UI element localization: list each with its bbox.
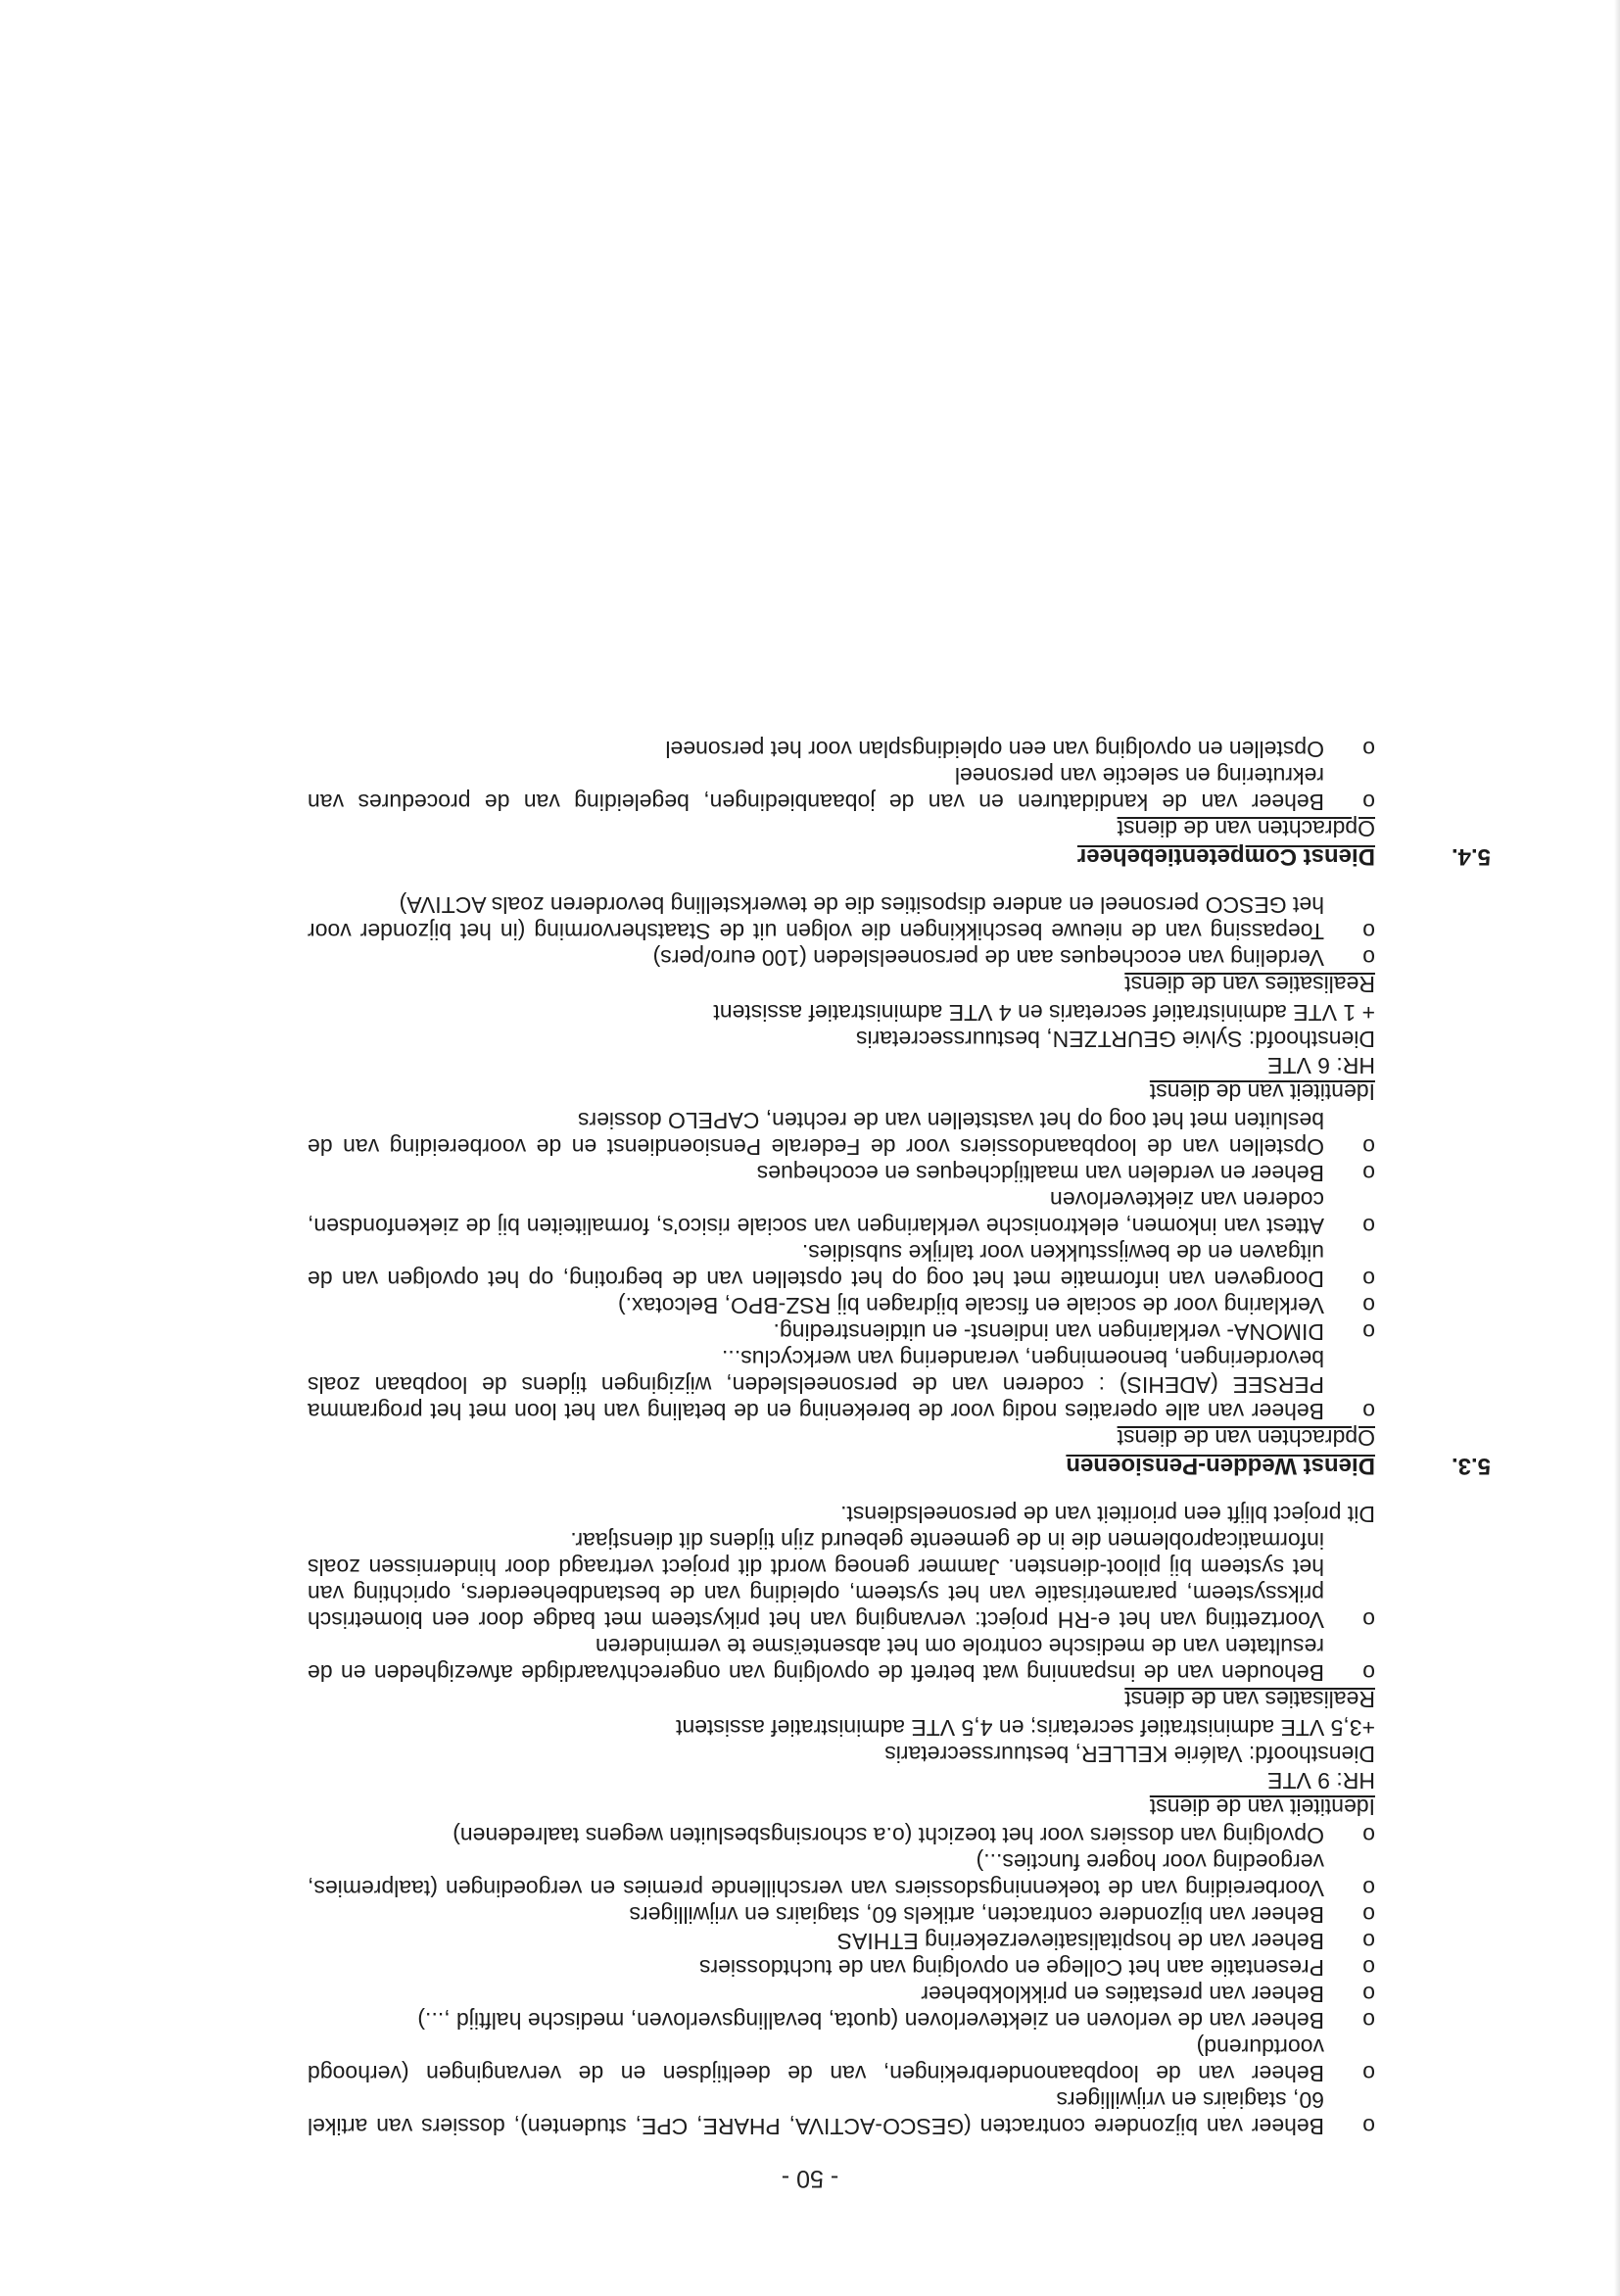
tasks-list (308, 1107, 1375, 1424)
list-item: o Opstellen en opvolging van een opleidingsplan voor het personeel (308, 736, 1375, 762)
list-item: o Beheer en verdelen van maaltijdcheques en ecocheques (308, 1160, 1375, 1186)
tasks-label: Opdrachten van de dienst (1117, 1425, 1375, 1451)
list-item: o Beheer van alle operaties nodig voor de berekening en de betaling van het loon met het programma PERSEE (ADEHIS) : coderen van de personeelsleden, wijzigingen tijdens de loopbaan zoals bevorderingen, benoemingen, verandering van werkcyclus... (308, 1345, 1375, 1424)
list-item: o Voortzetting van het e-RH project: vervanging van het prikysteem met badge door een biometrisch prikssysteem, parametrisatie van het systeem, opleiding van de bestandbeheerders, oprichting van het systeem bij piloot-diensten. Jammer genoeg wordt dit project vertraagd door hindernissen zoals informaticaproblemen die in de gemeente gebeurd zijn tijdens dit dienstjaar. (308, 1527, 1375, 1633)
list-item: o Voorbereiding van de toekenningsdossiers van verschillende premies en vergoedingen (taalpremies, vergoeding voor hogere functies...) (308, 1848, 1375, 1901)
list-item: o Verklaring voor de sociale en fiscale bijdragen bij RSZ-BPO, Belcotax.) (308, 1292, 1375, 1318)
section-title: Dienst Wedden-Pensioenen (1066, 1453, 1375, 1479)
list-item: o Presentatie aan het College en opvolging van de tuchtdossiers (308, 1954, 1375, 1981)
page-content (308, 736, 1491, 2139)
realisations-label: Realisaties van de dienst (1124, 972, 1375, 997)
list-item: o Beheer van prestaties en prikklokbeheer (308, 1981, 1375, 2007)
staff-line: + 1 VTE administratief secretaris en 4 VTE administratief assistent (713, 1000, 1375, 1026)
page-number: - 50 - (781, 2165, 839, 2192)
list-item: o Opvolging van dossiers voor het toezicht (o.a schorsingsbesluiten wegens taalredenen) (308, 1822, 1375, 1848)
list-item: o Beheer van bijzondere contracten, artikels 60, stagiairs en vrijwilligers (308, 1901, 1375, 1928)
realisations-label: Realisaties van de dienst (1124, 1687, 1375, 1712)
identity-label: Identiteit van de dienst (1149, 1079, 1375, 1105)
list-item: o Beheer van de verloven en ziekteverloven (quota, bevallingsverloven, medische halftijd ,...) (308, 2007, 1375, 2033)
list-item: o Beheer van bijzondere contracten (GESCO-ACTIVA, PHARE, CPE, studenten), dossiers van artikel 60, stagiairs en vrijwilligers (308, 2086, 1375, 2139)
list-item: o Doorgeven van informatie met het oog op het opstellen van de begroting, op het opvolgen van de uitgaven en de bewijsstukken voor talrijke subsidies. (308, 1239, 1375, 1292)
section-title: Dienst Competentiebeheer (1076, 843, 1375, 870)
section-heading-5-4 (308, 843, 1491, 870)
list-item: o Behouden van de inspanning wat betreft de opvolging van ongerechtvaardigde afwezigheden en de resultaten van de medische controle om het absenteïsme te verminderen (308, 1633, 1375, 1686)
tasks-label: Opdrachten van de dienst (1117, 816, 1375, 841)
list-item: o Beheer van de kandidaturen en van de jobaanbiedingen, begeleiding van de procedures van rekrutering en selectie van personeel (308, 762, 1375, 815)
scan-edge (1614, 0, 1620, 2296)
list-item: o Beheer van de loopbaanonderbrekingen, van de deeltijdsen en de vervangingen (verhoogd voortdurend) (308, 2033, 1375, 2086)
section-heading-5-3 (308, 1453, 1491, 1479)
list-item: o DIMONA- verklaringen van indienst- en uitdienstreding. (308, 1318, 1375, 1345)
tasks-list (308, 736, 1375, 815)
priority-note: Dit project blijft een prioriteit van de personeelsdienst. (840, 1502, 1375, 1527)
intro-list (308, 1822, 1375, 2139)
list-item: o Attest van inkomen, elektronische verklaringen van sociale risico's, formaliteiten bij de ziekenfondsen, coderen van ziekteverloven (308, 1186, 1375, 1239)
list-item: o Opstellen van de loopbaandossiers voor de Federale Pensioendienst en de voorbereiding van de besluiten met het oog op het vaststellen van de rechten, CAPELO dossiers (308, 1107, 1375, 1160)
section-number: 5.3. (1451, 1453, 1491, 1479)
department-head: Diensthoofd: Valérie KELLER, bestuurssecretaris (884, 1742, 1375, 1767)
section-number: 5.4. (1451, 843, 1491, 870)
list-item: o Verdeling van ecocheques aan de personeelsleden (100 euro/pers) (308, 944, 1375, 971)
staff-line: +3,5 VTE administratief secretaris; en 4,5 VTE administratief assistent (676, 1715, 1375, 1741)
list-item: o Beheer van de hospitalisatieverzekering ETHIAS (308, 1928, 1375, 1954)
realisations-list (308, 1527, 1375, 1686)
identity-label: Identiteit van de dienst (1149, 1794, 1375, 1820)
hr-count: HR: 9 VTE (1267, 1768, 1375, 1794)
realisations-list (308, 891, 1375, 971)
department-head: Diensthoofd: Sylvie GEURTZEN, bestuurssecretaris (855, 1027, 1375, 1052)
hr-count: HR: 6 VTE (1267, 1053, 1375, 1078)
list-item: o Toepassing van de nieuwe beschikkingen die volgen uit de Staatshervorming (in het bijzonder voor het GESCO personeel en andere disposities die de tewerkstelling bevorderen zoals ACTIVA) (308, 891, 1375, 944)
